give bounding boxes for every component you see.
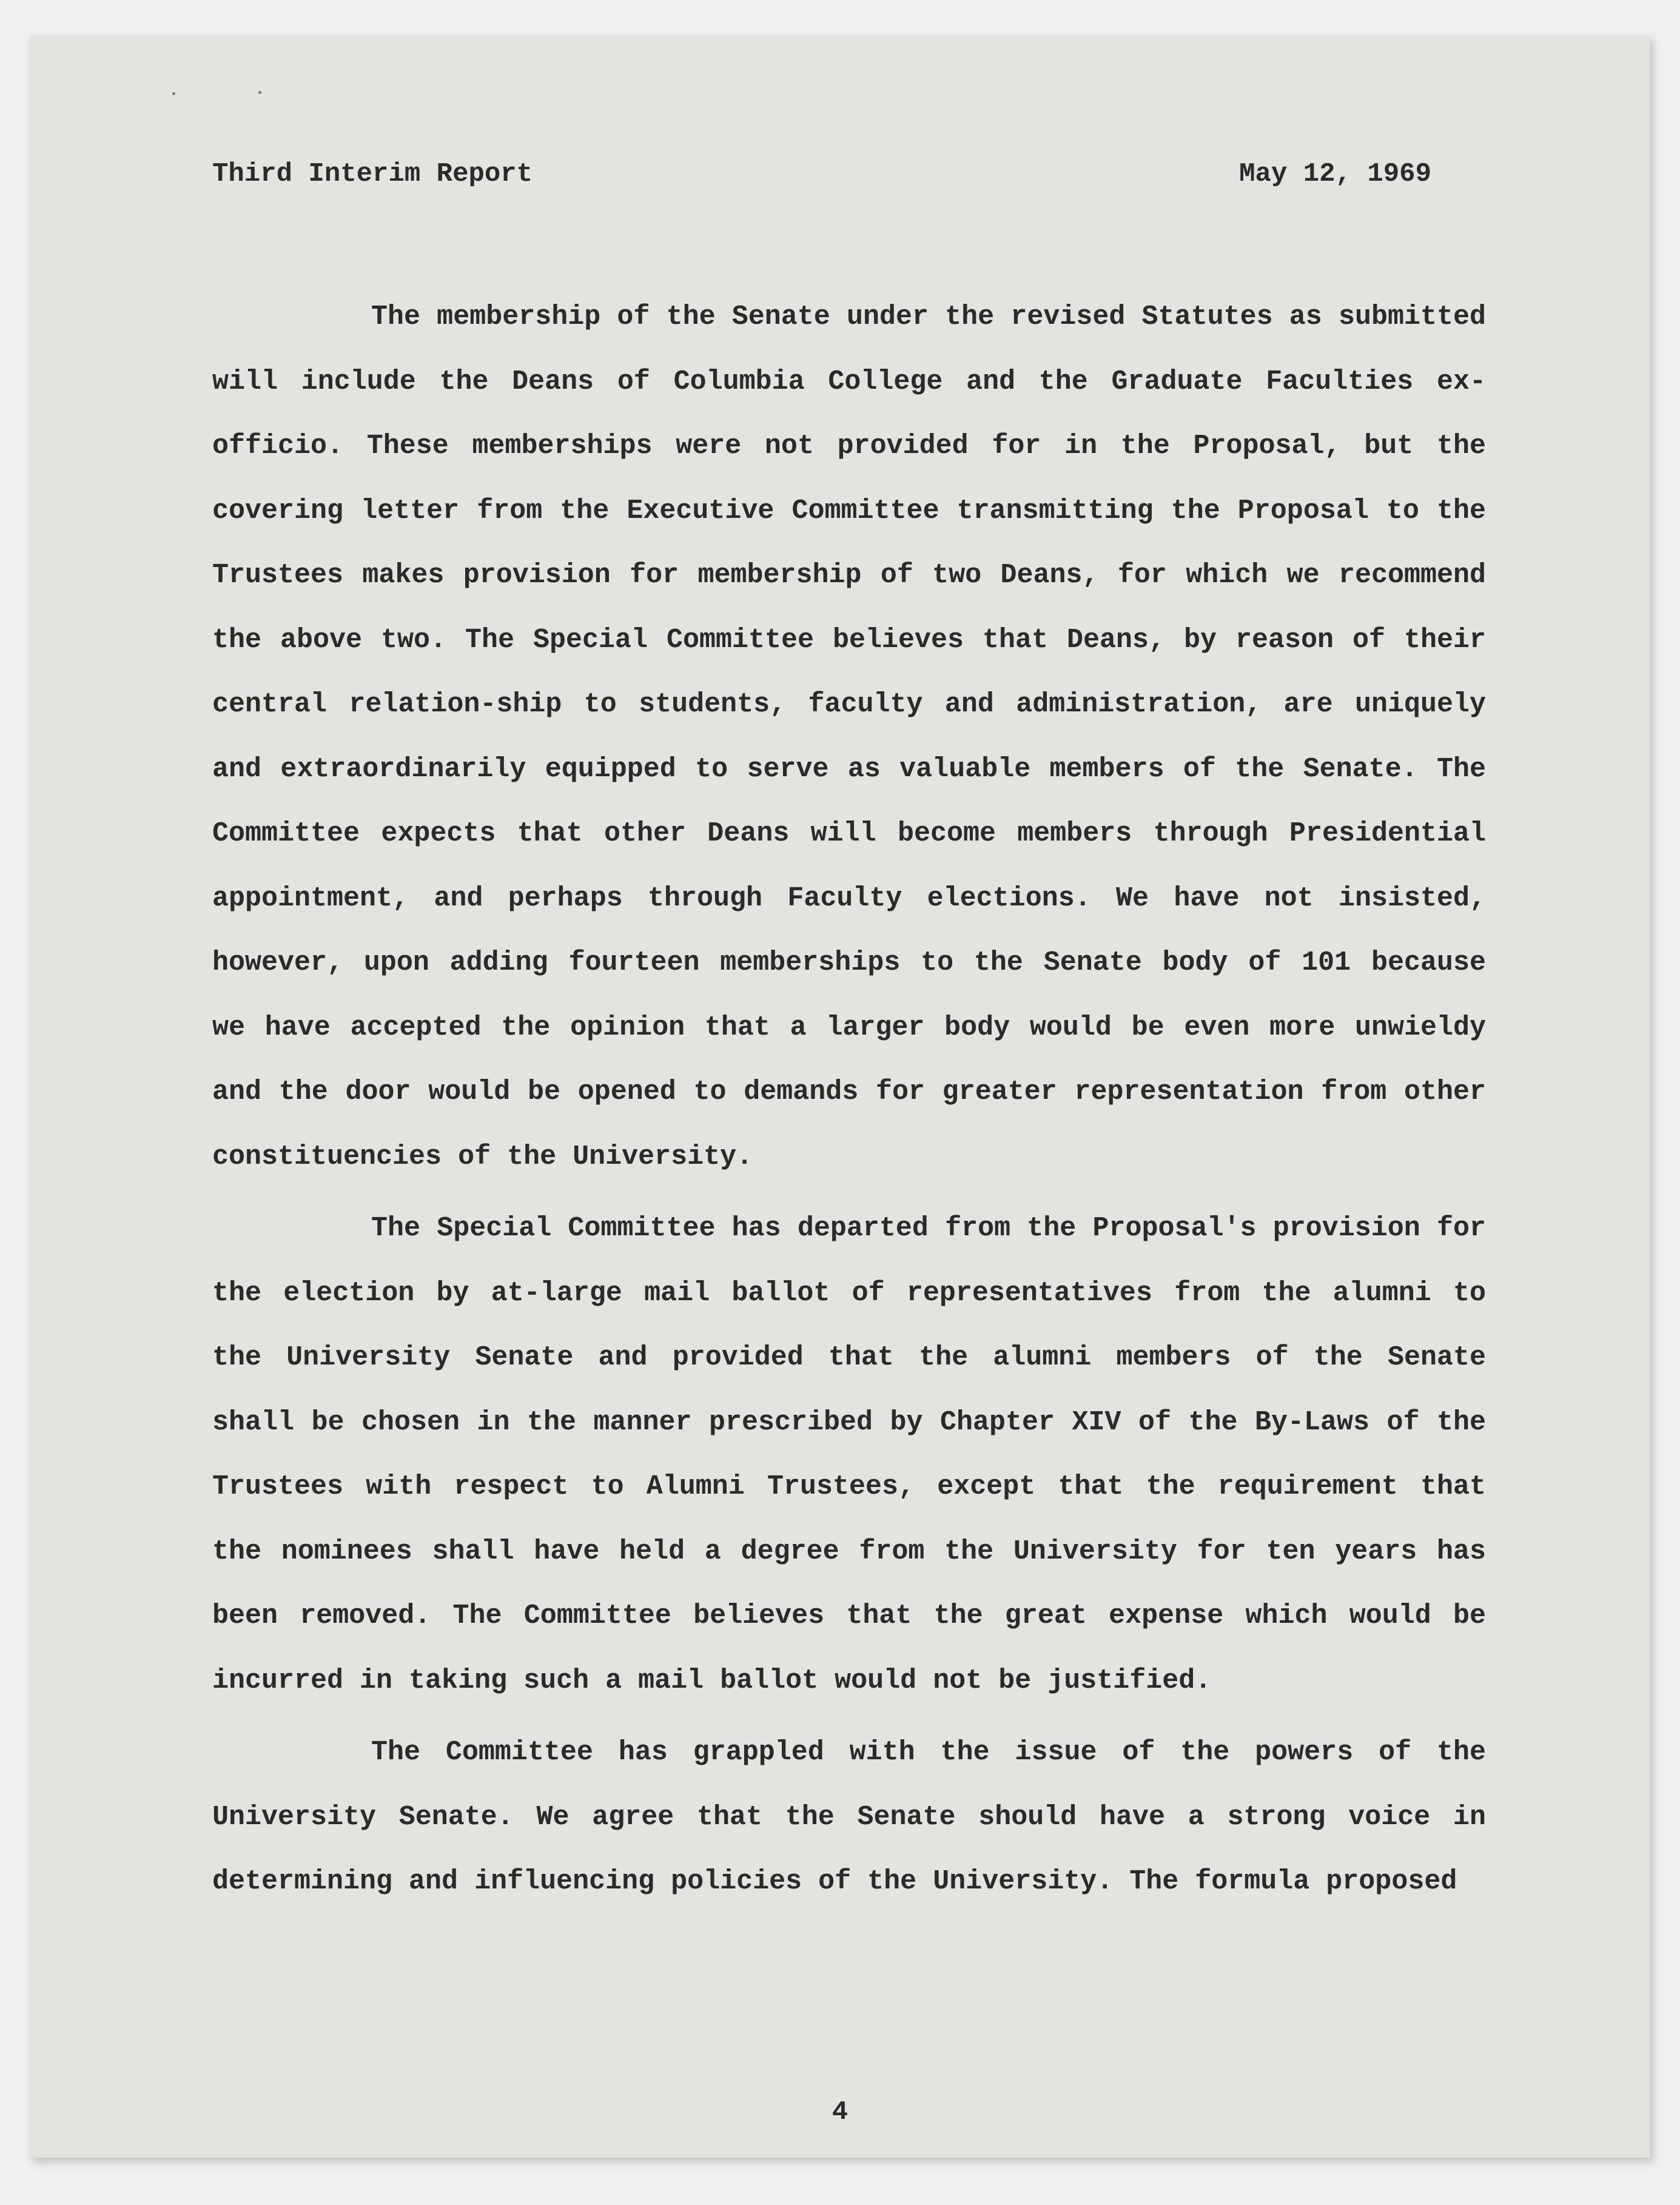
paper-speck <box>172 92 175 95</box>
report-body <box>212 285 1486 1922</box>
paragraph-senate-membership: The membership of the Senate under the revised Statutes as submitted will include the Deans of Columbia College and the Graduate Faculties ex-officio. These memberships were not provided for in the Proposal, but the covering letter from the Executive Committee transmitting the Proposal to the Trustees makes provision for membership of two Deans, for which we recommend the above two. The Special Committee believes that Deans, by reason of their central relation-ship to students, faculty and administration, are uniquely and extraordinarily equipped to serve as valuable members of the Senate. The Committee expects that other Deans will become members through Presidential appointment, and perhaps through Faculty elections. We have not insisted, however, upon adding fourteen memberships to the Senate body of 101 because we have accepted the opinion that a larger body would be even more unwieldy and the door would be opened to demands for greater representation from other constituencies of the University. <box>212 301 1486 1172</box>
report-date: May 12, 1969 <box>1239 159 1431 189</box>
page-number: 4 <box>832 2097 848 2127</box>
report-title: Third Interim Report <box>212 159 533 189</box>
paper-speck <box>258 91 261 94</box>
page-header <box>212 159 1431 195</box>
paragraph-senate-powers: The Committee has grappled with the issue of the powers of the University Senate. We agree that the Senate should have a strong voice in determining and influencing policies of the University. The formula proposed <box>212 1737 1486 1897</box>
paragraph-alumni-election: The Special Committee has departed from the Proposal's provision for the election by at-large mail ballot of representatives from the alumni to the University Senate and provided that the alumni members of the Senate shall be chosen in the manner prescribed by Chapter XIV of the By-Laws of the Trustees with respect to Alumni Trustees, except that the requirement that the nominees shall have held a degree from the University for ten years has been removed. The Committee believes that the great expense which would be incurred in taking such a mail ballot would not be justified. <box>212 1213 1486 1696</box>
